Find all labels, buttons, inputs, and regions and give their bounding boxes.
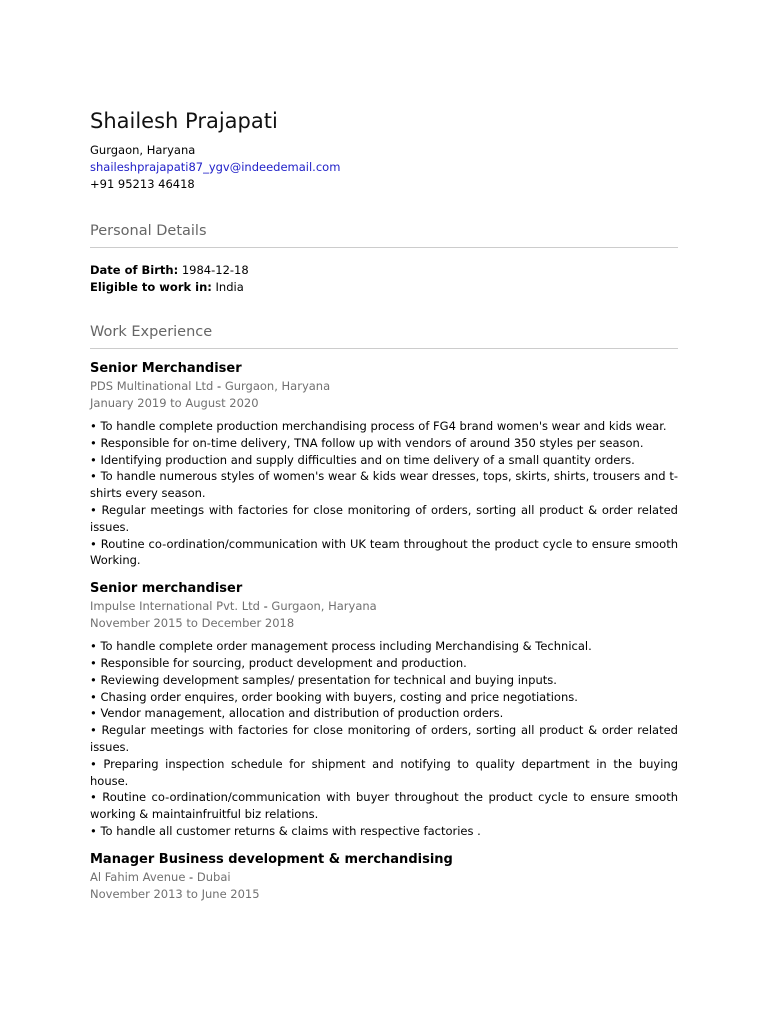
eligible-value: India [215, 280, 244, 294]
job-company: Al Fahim Avenue [90, 869, 186, 884]
duty-item: • Regular meetings with factories for close monitoring of orders, sorting all product & order related issues. [90, 502, 678, 534]
work-experience-list [90, 360, 678, 903]
job-entry [90, 360, 678, 569]
eligible-row [90, 279, 678, 296]
job-title: Senior Merchandiser [90, 361, 242, 376]
phone-text: +91 95213 46418 [90, 177, 195, 191]
job-title: Manager Business development & merchandising [90, 851, 453, 867]
job-location: Dubai [196, 869, 231, 884]
job-company: PDS Multinational Ltd [90, 379, 214, 393]
candidate-name: Shailesh Prajapati [90, 109, 278, 133]
job-separator: - [213, 379, 225, 393]
personal-details [90, 262, 678, 296]
duty-item: • Responsible for sourcing, product development and production. [90, 655, 467, 670]
duty-item: • Responsible for on-time delivery, TNA follow up with vendors of around 350 styles per season. [90, 435, 644, 450]
duty-item: • To handle complete order management process including Merchandising & Technical. [90, 639, 592, 654]
section-title-work-experience: Work Experience [90, 322, 678, 349]
job-location: Gurgaon, Haryana [271, 599, 377, 614]
job-company-line [90, 598, 678, 615]
dob-row [90, 262, 678, 279]
contact-info [90, 142, 678, 193]
email-link[interactable]: shaileshprajapati87_ygv@indeedemail.com [90, 160, 341, 174]
duty-item: • Routine co-ordination/communication with buyer throughout the product cycle to ensure smooth working & maintainfruitful biz relations. [90, 790, 678, 822]
duty-item: • Routine co-ordination/communication with UK team throughout the product cycle to ensure smooth Working. [90, 536, 678, 568]
duty-item: • To handle complete production merchandising process of FG4 brand women's wear and kids wear. [90, 419, 667, 433]
job-entry [90, 580, 678, 840]
job-dates: November 2013 to June 2015 [90, 886, 260, 901]
duty-item: • Regular meetings with factories for close monitoring of orders, sorting all product & order related issues. [90, 723, 678, 754]
section-title-personal-details: Personal Details [90, 221, 678, 248]
duty-item: • Vendor management, allocation and distribution of production orders. [90, 706, 504, 721]
job-dates: November 2015 to December 2018 [90, 616, 295, 631]
duty-item: • Preparing inspection schedule for shipment and notifying to quality department in the buying house. [90, 756, 678, 788]
job-duties [90, 638, 678, 840]
job-duties [90, 418, 678, 569]
job-company-line [90, 869, 678, 886]
duty-item: • To handle numerous styles of women's wear & kids wear dresses, tops, skirts, shirts, trousers and t-shirts every season. [90, 469, 678, 501]
job-entry [90, 851, 678, 903]
duty-item: • Chasing order enquires, order booking with buyers, costing and price negotiations. [90, 689, 578, 704]
resume-content [90, 104, 678, 903]
job-company: Impulse International Pvt. Ltd [90, 599, 260, 614]
duty-item: • Reviewing development samples/ presentation for technical and buying inputs. [90, 672, 557, 687]
duty-item: • To handle all customer returns & claims with respective factories . [90, 823, 481, 838]
job-title: Senior merchandiser [90, 581, 243, 597]
job-separator: - [259, 599, 272, 614]
location-text: Gurgaon, Haryana [90, 143, 196, 157]
job-separator: - [185, 869, 197, 884]
duty-item: • Identifying production and supply difficulties and on time delivery of a small quantity orders. [90, 452, 635, 467]
dob-label: Date of Birth: [90, 263, 179, 277]
dob-value: 1984-12-18 [181, 263, 249, 277]
job-dates: January 2019 to August 2020 [90, 396, 259, 410]
job-location: Gurgaon, Haryana [224, 379, 331, 393]
eligible-label: Eligible to work in: [90, 280, 212, 294]
job-company-line [90, 378, 678, 395]
